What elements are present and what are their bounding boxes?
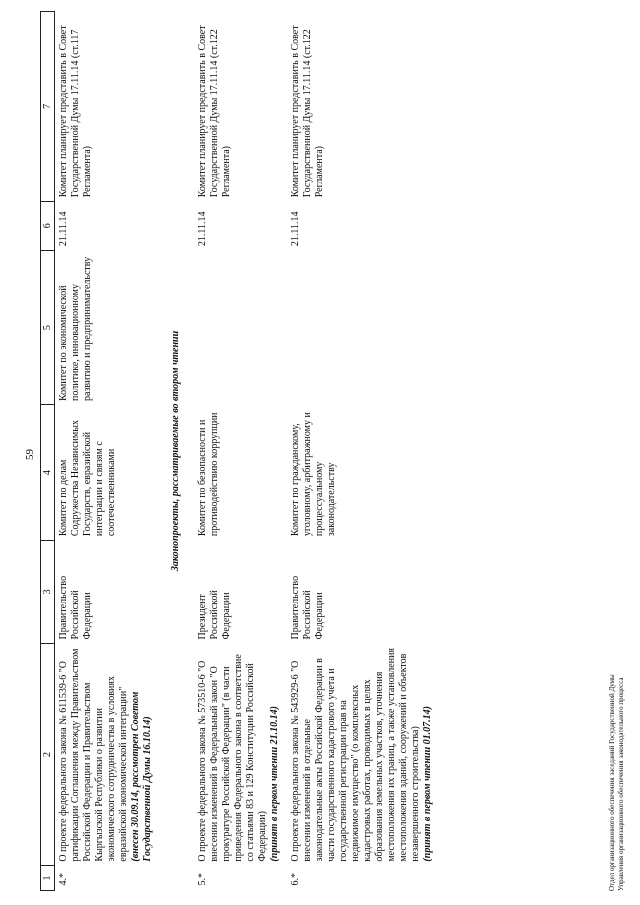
review-date: 21.11.14 — [197, 211, 208, 247]
responsible-committee: Комитет по безопасности и противодействию коррупции — [197, 412, 220, 537]
bill-note: (принят в первом чтении 01.07.14) — [422, 706, 433, 862]
bill-cell — [55, 643, 161, 865]
planned-action: Комитет планирует представить в Совет Государственной Думы 17.11.14 (ст.122 Регламента) — [290, 25, 325, 198]
column-header-7: 7 — [41, 12, 55, 202]
column-header-2: 2 — [41, 643, 55, 865]
bill-note: (внесен 30.09.14, рассмотрен Советом Государственной Думы 16.10.14) — [130, 691, 153, 862]
table-row — [194, 12, 287, 891]
initiator: Правительство Российской Федерации — [290, 575, 325, 640]
bills-table — [40, 11, 440, 891]
row-number: 4.* — [58, 873, 69, 886]
bill-cell — [194, 643, 287, 865]
co-committee — [287, 250, 440, 405]
bill-cell — [287, 643, 440, 865]
planned-action: Комитет планирует представить в Совет Государственной Думы 17.11.14 (ст.122 Регламента) — [197, 25, 232, 198]
co-committee: Комитет по экономической политике, инновационному развитию и предпринимательству — [58, 256, 93, 401]
initiator: Правительство Российской Федерации — [58, 575, 93, 640]
column-header-3: 3 — [41, 540, 55, 643]
page-number: 59 — [24, 449, 36, 460]
co-committee — [194, 250, 287, 405]
initiator: Президент Российской Федерации — [197, 590, 232, 640]
column-header-4: 4 — [41, 405, 55, 540]
column-header-6: 6 — [41, 201, 55, 250]
section-heading: Законопроекты, рассматриваемые во втором чтении — [170, 330, 181, 572]
bill-title: О проекте федерального закона № 611539-6 "О ратификации Соглашения между Правительством Российской Федерации и Правительством Кыргызской Республики о развитии экономического сотрудничества в условиях евразийской экономической интеграции" — [58, 648, 129, 862]
column-header-5: 5 — [41, 250, 55, 405]
bill-title: О проекте федерального закона № 573510-6 "О внесении изменений в Федеральный закон "О прокуратуре Российской Федерации" (в части приведения Федерального закона в соответствие со статьями 83 и 129 Конституции Российской Федерации) — [197, 654, 268, 862]
section-row — [160, 12, 194, 891]
review-date: 21.11.14 — [290, 211, 301, 247]
table-row — [287, 12, 440, 891]
bill-title: О проекте федерального закона № 543929-6 "О внесении изменений в отдельные законодательные акты Российской Федерации в части государственного кадастрового учета и государственной регистрации прав на недвижимое имущество" (о комплексных кадастровых работах, проводимых в целях образования земельных участков, уточнения местоположения их границ, а также установления местоположения зданий, сооружений и объектов незавершенного строительства) — [290, 647, 421, 862]
row-number: 6.* — [290, 873, 301, 886]
responsible-committee: Комитет по гражданскому, уголовному, арбитражному и процессуальному законодательству — [290, 412, 337, 537]
table-header-row — [41, 12, 55, 891]
row-number: 5.* — [197, 873, 208, 886]
column-header-1: 1 — [41, 866, 55, 891]
bill-note: (принят в первом чтении 21.10.14) — [269, 706, 280, 862]
responsible-committee: Комитет по делам Содружества Независимых Государств, евразийской интеграции и связям с соотечественниками — [58, 420, 117, 537]
footer-line-1: Отдел организационного обеспечения заседаний Государственной Думы — [608, 674, 616, 891]
planned-action: Комитет планирует представить в Совет Государственной Думы 17.11.14 (ст.117 Регламента) — [58, 25, 93, 198]
table-row — [55, 12, 161, 891]
review-date: 21.11.14 — [58, 211, 69, 247]
footer-line-2: Управления организационного обеспечения законодательного процесса — [617, 677, 625, 891]
footer — [608, 674, 626, 891]
